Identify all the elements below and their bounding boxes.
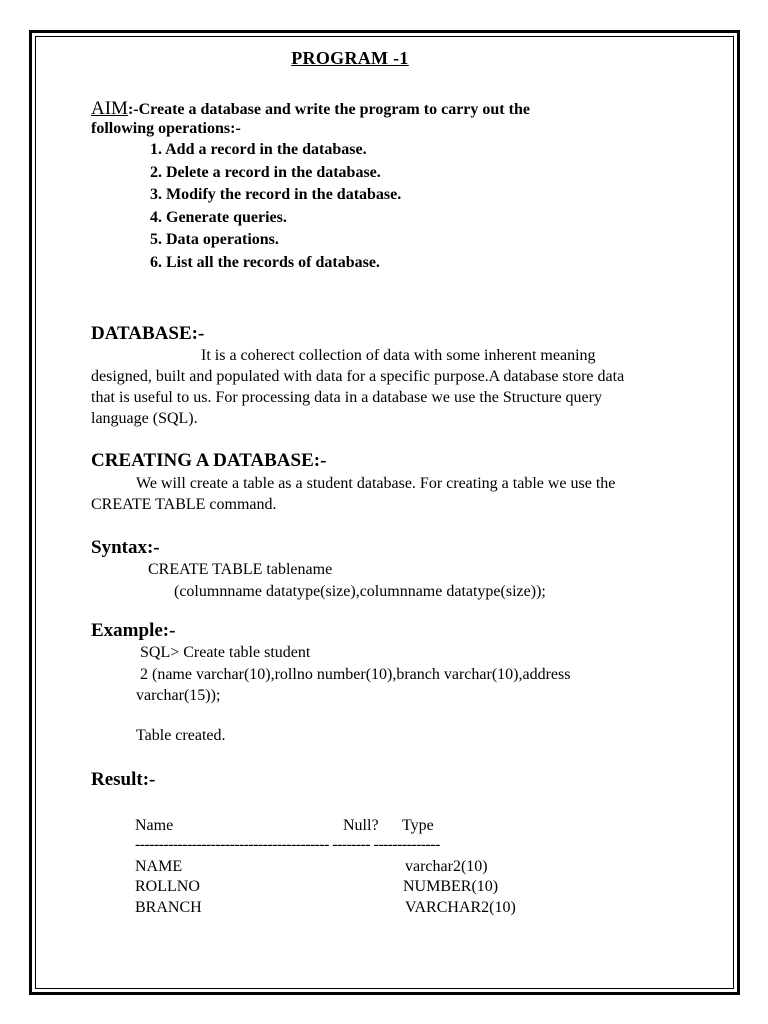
aim-item: 2. Delete a record in the database.	[150, 163, 381, 181]
creating-heading: CREATING A DATABASE:-	[91, 450, 327, 471]
aim-label: AIM	[91, 98, 128, 119]
row-type: NUMBER(10)	[403, 878, 499, 895]
aim-item: 3. Modify the record in the database.	[150, 186, 402, 203]
syntax-line-2: (columnname datatype(size),columnname datatype(size));	[174, 583, 546, 600]
result-heading: Result:-	[91, 769, 156, 790]
row-type: varchar2(10)	[405, 858, 488, 875]
example-line-4: Table created.	[136, 727, 226, 744]
creating-line-2: CREATE TABLE command.	[91, 496, 277, 513]
database-line-3: that is useful to us. For processing data in a database we use the Structure query	[91, 389, 602, 406]
database-line-2: designed, built and populated with data for a specific purpose.A database store data	[91, 368, 625, 385]
example-heading: Example:-	[91, 620, 176, 641]
syntax-line-1: CREATE TABLE tablename	[148, 561, 333, 578]
table-row	[0, 858, 768, 878]
result-col-type: Type	[402, 817, 434, 834]
result-col-null: Null?	[343, 817, 379, 834]
database-heading: DATABASE:-	[91, 323, 205, 344]
row-name: BRANCH	[135, 899, 202, 916]
syntax-heading: Syntax:-	[91, 537, 160, 558]
aim-item: 5. Data operations.	[150, 231, 279, 248]
aim-item: 6. List all the records of database.	[150, 253, 380, 271]
database-line-4: language (SQL).	[91, 410, 198, 427]
row-name: ROLLNO	[135, 878, 200, 895]
page-title: PROGRAM -1	[291, 48, 409, 68]
database-line-1: It is a coherect collection of data with some inherent meaning	[201, 347, 596, 364]
result-col-name: Name	[135, 817, 174, 834]
aim-item: 4. Generate queries.	[150, 208, 287, 226]
result-separator: ----------------------------------------- -------- --------------	[135, 836, 440, 853]
example-line-3: varchar(15));	[136, 687, 221, 704]
example-line-2: 2 (name varchar(10),rollno number(10),branch varchar(10),address	[140, 666, 571, 683]
row-name: NAME	[135, 858, 183, 875]
result-header-row	[0, 817, 768, 837]
table-row	[0, 899, 768, 919]
row-type: VARCHAR2(10)	[405, 899, 516, 916]
aim-text-2: following operations:-	[91, 120, 241, 137]
aim-list	[150, 139, 401, 274]
aim-item: 1. Add a record in the database.	[150, 141, 367, 158]
table-row	[0, 878, 768, 898]
aim-text-1: :-Create a database and write the program to carry out the	[127, 101, 530, 118]
creating-line-1: We will create a table as a student database. For creating a table we use the	[136, 475, 616, 492]
aim-line-1	[91, 98, 530, 120]
example-line-1: SQL> Create table student	[140, 644, 311, 661]
